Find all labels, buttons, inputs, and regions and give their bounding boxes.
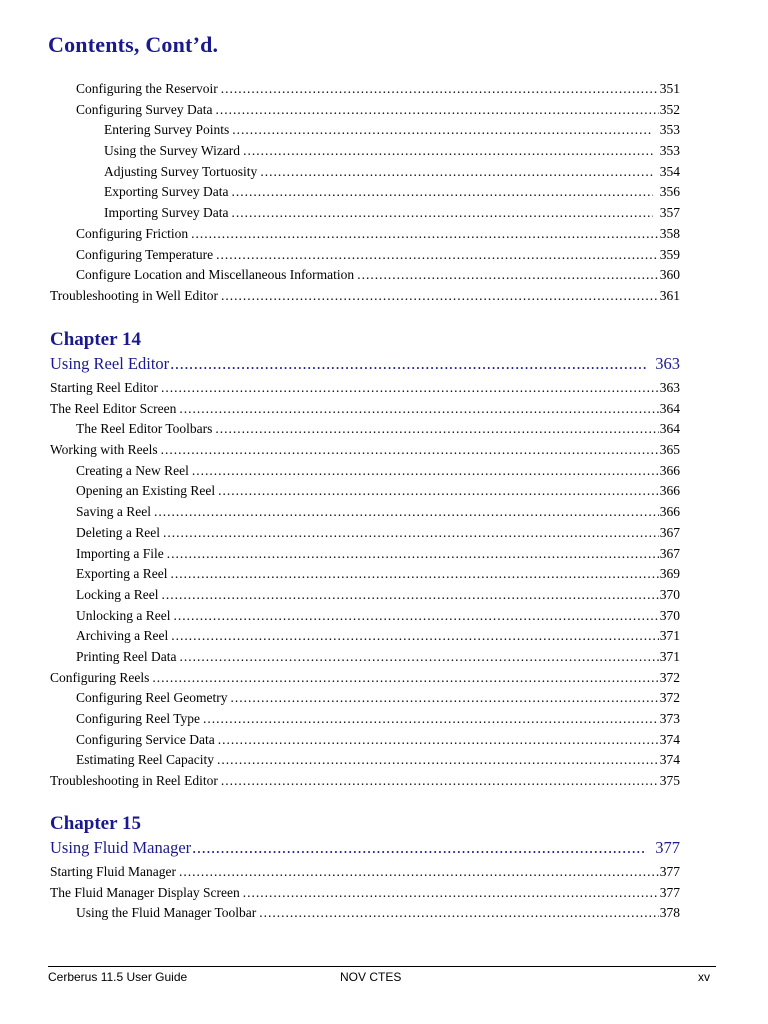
toc-entry-page: 351 bbox=[659, 81, 680, 96]
chapter-14 bbox=[50, 328, 680, 376]
toc-entry-label: Troubleshooting in Reel Editor bbox=[50, 773, 218, 789]
toc-entry-page: 367 bbox=[659, 524, 680, 540]
dot-leader bbox=[216, 245, 659, 266]
dot-leader bbox=[163, 523, 659, 544]
dot-leader bbox=[179, 862, 659, 883]
toc-entry-page: 370 bbox=[659, 607, 680, 623]
toc-entry[interactable] bbox=[50, 523, 680, 544]
footer-guide-title: Cerberus 11.5 User Guide bbox=[48, 970, 188, 984]
dot-leader bbox=[215, 100, 658, 121]
toc-entry-page: 366 bbox=[659, 462, 680, 478]
footer-page-number: xv bbox=[698, 970, 710, 984]
toc-entry-page: 377 bbox=[659, 884, 680, 900]
dot-leader bbox=[221, 286, 659, 307]
toc-entry-label: Exporting a Reel bbox=[76, 566, 168, 582]
toc-entry[interactable] bbox=[50, 709, 680, 730]
toc-entry[interactable] bbox=[50, 120, 680, 141]
toc-entry-label: Starting Fluid Manager bbox=[50, 864, 176, 879]
toc-entry-page: 371 bbox=[659, 648, 680, 664]
toc-entry-page: 373 bbox=[659, 711, 680, 726]
toc-entry-label: Configuring Survey Data bbox=[76, 101, 213, 117]
toc-entry-label: Locking a Reel bbox=[76, 586, 159, 602]
chapter-page: 363 bbox=[655, 354, 680, 373]
toc-entry-page: 371 bbox=[659, 628, 680, 644]
toc-entry[interactable] bbox=[50, 100, 680, 121]
toc-entry[interactable] bbox=[50, 286, 680, 307]
dot-leader bbox=[173, 606, 658, 627]
dot-leader bbox=[217, 750, 659, 771]
toc-entry-label: Configuring Reel Type bbox=[76, 711, 201, 726]
toc-entry[interactable] bbox=[50, 141, 680, 162]
dot-leader bbox=[161, 585, 658, 606]
toc-list bbox=[50, 79, 680, 307]
dot-leader bbox=[243, 141, 653, 162]
chapter-page: 377 bbox=[655, 838, 680, 857]
toc-entry[interactable] bbox=[50, 730, 680, 751]
toc-entry[interactable] bbox=[50, 883, 680, 904]
dot-leader bbox=[215, 419, 658, 440]
toc-entry-page: 366 bbox=[659, 504, 680, 520]
toc-entry[interactable] bbox=[50, 903, 680, 924]
dot-leader bbox=[170, 352, 647, 376]
dot-leader bbox=[167, 544, 659, 565]
toc-entry-label: Unlocking a Reel bbox=[76, 607, 171, 623]
toc-entry-label: Configuring the Reservoir bbox=[76, 81, 218, 96]
toc-entry-label: Archiving a Reel bbox=[76, 628, 169, 644]
toc-entry-label: Importing a File bbox=[76, 545, 164, 561]
chapter-number: Chapter 14 bbox=[50, 329, 141, 350]
footer-divider bbox=[48, 966, 716, 967]
dot-leader bbox=[152, 668, 658, 689]
chapter-title-link[interactable] bbox=[50, 836, 680, 860]
dot-leader bbox=[218, 730, 659, 751]
toc-entry-page: 354 bbox=[659, 163, 680, 179]
toc-entry[interactable] bbox=[50, 688, 680, 709]
footer-company: NOV CTES bbox=[340, 970, 402, 984]
dot-leader bbox=[170, 564, 658, 585]
toc-entry-page: 358 bbox=[659, 225, 680, 241]
toc-entry-page: 375 bbox=[659, 773, 680, 789]
toc-entry-page: 372 bbox=[659, 669, 680, 685]
toc-entry-label: Entering Survey Points bbox=[104, 122, 230, 138]
toc-entry-label: The Reel Editor Toolbars bbox=[76, 421, 213, 437]
toc-entry[interactable] bbox=[50, 606, 680, 627]
toc-entry[interactable] bbox=[50, 626, 680, 647]
toc-entry-label: Configuring Reels bbox=[50, 669, 150, 685]
chapter-title: Using Reel Editor bbox=[50, 354, 170, 373]
toc-entry-label: Estimating Reel Capacity bbox=[76, 752, 214, 768]
dot-leader bbox=[231, 203, 652, 224]
toc-entry-label: Using the Survey Wizard bbox=[104, 143, 241, 159]
dot-leader bbox=[259, 903, 658, 924]
toc-entry-label: The Reel Editor Screen bbox=[50, 400, 177, 416]
toc-entry-label: The Fluid Manager Display Screen bbox=[50, 884, 240, 900]
toc-entry[interactable] bbox=[50, 544, 680, 565]
toc-entry[interactable] bbox=[50, 481, 680, 502]
dot-leader bbox=[161, 378, 659, 399]
toc-entry-page: 360 bbox=[659, 267, 680, 283]
dot-leader bbox=[231, 182, 652, 203]
toc-entry-label: Configure Location and Miscellaneous Information bbox=[76, 267, 355, 283]
toc-entry-page: 359 bbox=[659, 246, 680, 262]
toc-entry-label: Printing Reel Data bbox=[76, 648, 177, 664]
toc-entry-label: Importing Survey Data bbox=[104, 205, 229, 221]
toc-entry[interactable] bbox=[50, 862, 680, 883]
dot-leader bbox=[260, 162, 652, 183]
toc-entry-label: Deleting a Reel bbox=[76, 524, 160, 540]
toc-entry-label: Configuring Temperature bbox=[76, 246, 214, 262]
toc-entry[interactable] bbox=[50, 203, 680, 224]
dot-leader bbox=[191, 224, 659, 245]
dot-leader bbox=[171, 626, 659, 647]
toc-entry-page: 378 bbox=[659, 905, 680, 921]
toc-entry[interactable] bbox=[50, 162, 680, 183]
toc-entry[interactable] bbox=[50, 378, 680, 399]
dot-leader bbox=[179, 399, 658, 420]
toc-entry-page: 361 bbox=[659, 287, 680, 303]
page-title: Contents, Cont’d. bbox=[48, 32, 219, 57]
toc-entry-label: Exporting Survey Data bbox=[104, 184, 229, 200]
toc-entry[interactable] bbox=[50, 265, 680, 286]
dot-leader bbox=[179, 647, 658, 668]
chapter-title: Using Fluid Manager bbox=[50, 838, 192, 857]
chapter-15 bbox=[50, 812, 680, 860]
toc-entry[interactable] bbox=[50, 79, 680, 100]
toc-list bbox=[50, 378, 680, 792]
toc-entry-page: 352 bbox=[659, 101, 680, 117]
dot-leader bbox=[230, 688, 658, 709]
toc-entry[interactable] bbox=[50, 461, 680, 482]
toc-entry-label: Troubleshooting in Well Editor bbox=[50, 287, 219, 303]
toc-entry[interactable] bbox=[50, 245, 680, 266]
toc-entry[interactable] bbox=[50, 750, 680, 771]
toc-entry-label: Saving a Reel bbox=[76, 504, 151, 520]
dot-leader bbox=[221, 79, 659, 100]
toc-entry-page: 357 bbox=[659, 205, 680, 221]
toc-entry-label: Working with Reels bbox=[50, 442, 158, 458]
toc-entry[interactable] bbox=[50, 585, 680, 606]
toc-entry-page: 370 bbox=[659, 586, 680, 602]
toc-entry-label: Adjusting Survey Tortuosity bbox=[104, 163, 258, 179]
toc-list bbox=[50, 862, 680, 924]
toc-entry[interactable] bbox=[50, 419, 680, 440]
toc-entry-page: 369 bbox=[659, 566, 680, 582]
toc-entry-label: Configuring Reel Geometry bbox=[76, 690, 228, 706]
dot-leader bbox=[192, 461, 659, 482]
toc-entry[interactable] bbox=[50, 502, 680, 523]
toc-entry-page: 356 bbox=[659, 184, 680, 200]
dot-leader bbox=[221, 771, 659, 792]
dot-leader bbox=[161, 440, 659, 461]
toc-entry-page: 364 bbox=[659, 400, 680, 416]
toc-entry-page: 366 bbox=[659, 483, 680, 499]
toc-entry-page: 377 bbox=[659, 864, 680, 879]
toc-entry-page: 374 bbox=[659, 731, 680, 747]
toc-entry-page: 365 bbox=[659, 442, 680, 458]
toc-entry-page: 372 bbox=[659, 690, 680, 706]
toc-entry[interactable] bbox=[50, 182, 680, 203]
toc-entry[interactable] bbox=[50, 564, 680, 585]
toc-entry-page: 353 bbox=[659, 143, 680, 159]
toc-entry[interactable] bbox=[50, 771, 680, 792]
toc-entry-label: Using the Fluid Manager Toolbar bbox=[76, 905, 257, 921]
toc-entry-page: 367 bbox=[659, 545, 680, 561]
toc-entry-label: Starting Reel Editor bbox=[50, 380, 158, 395]
dot-leader bbox=[192, 836, 647, 860]
chapter-title-link[interactable] bbox=[50, 352, 680, 376]
toc-entry-label: Opening an Existing Reel bbox=[76, 483, 216, 499]
toc-entry-page: 353 bbox=[659, 122, 680, 138]
toc-entry-label: Configuring Friction bbox=[76, 225, 189, 241]
toc-entry[interactable] bbox=[50, 440, 680, 461]
toc-entry[interactable] bbox=[50, 224, 680, 245]
toc-entry-page: 374 bbox=[659, 752, 680, 768]
dot-leader bbox=[232, 120, 653, 141]
toc-entry-page: 364 bbox=[659, 421, 680, 437]
toc-entry-label: Configuring Service Data bbox=[76, 731, 215, 747]
dot-leader bbox=[218, 481, 659, 502]
dot-leader bbox=[203, 709, 659, 730]
toc-entry-label: Creating a New Reel bbox=[76, 462, 189, 478]
dot-leader bbox=[243, 883, 659, 904]
toc-entry[interactable] bbox=[50, 647, 680, 668]
toc-entry-page: 363 bbox=[659, 380, 680, 395]
dot-leader bbox=[154, 502, 659, 523]
dot-leader bbox=[357, 265, 659, 286]
toc-entry[interactable] bbox=[50, 399, 680, 420]
toc-entry[interactable] bbox=[50, 668, 680, 689]
chapter-number: Chapter 15 bbox=[50, 813, 141, 834]
